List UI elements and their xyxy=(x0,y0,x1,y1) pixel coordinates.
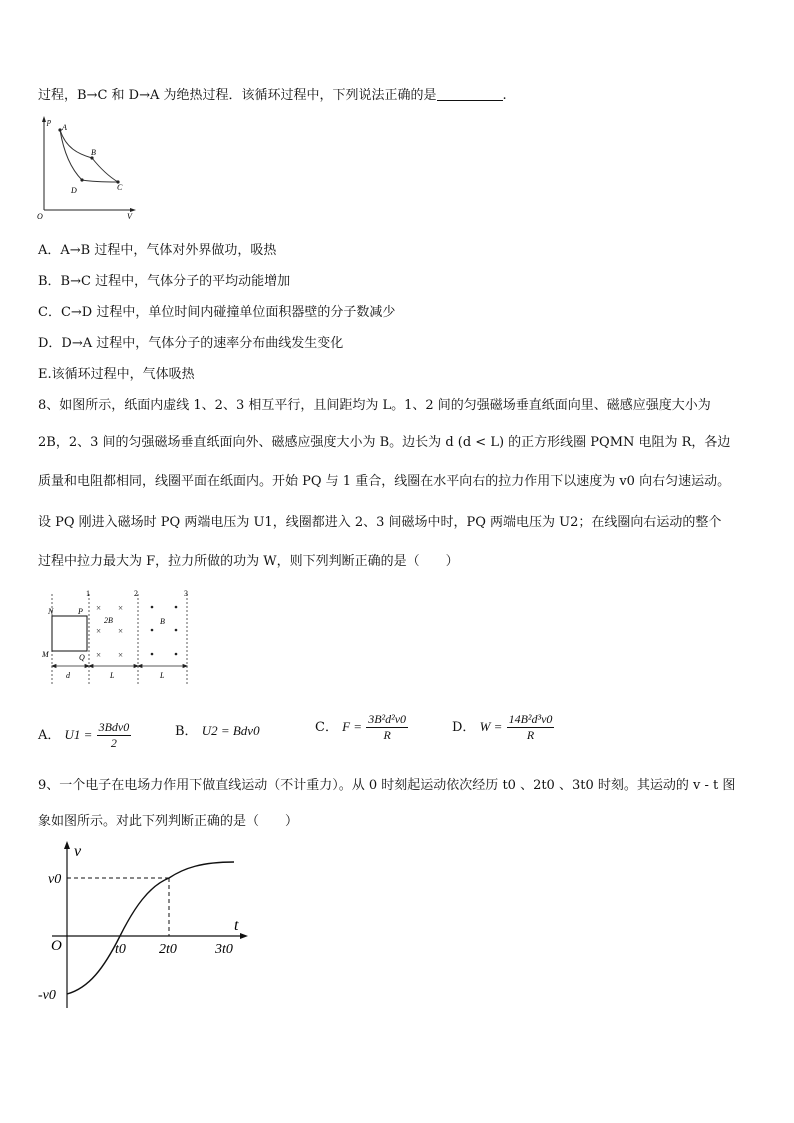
vt-x-arrow xyxy=(240,933,248,939)
dimension-marks xyxy=(52,665,187,668)
pv-origin: O xyxy=(37,212,43,221)
q8-option-a xyxy=(38,720,131,751)
q9-line-1: 9、一个电子在电场力作用下做直线运动（不计重力）。从 0 时刻起运动依次经历 t0 、2t0 、3t0 时刻。其运动的 v - t 图 xyxy=(38,778,736,793)
q8-option-a-fraction: $\frac{\text{3Bdv0}}{2}$ xyxy=(98,720,130,750)
q7-intro-text: 过程，B→C 和 D→A 为绝热过程．该循环过程中，下列说法正确的是 xyxy=(38,88,437,103)
vt-label-neg-v0: -v0 xyxy=(38,988,56,1003)
q8-option-b-label: B． xyxy=(175,724,198,739)
pv-graph xyxy=(34,114,144,222)
svg-text:×: × xyxy=(96,626,102,636)
svg-text:×: × xyxy=(118,626,124,636)
q8-option-d-fraction: $\frac{\text{14B²d³v0}}{R}$ xyxy=(508,712,553,742)
q8-option-d xyxy=(452,712,554,743)
pv-point-d xyxy=(80,178,83,181)
magnetic-field-figure xyxy=(38,588,198,688)
pv-curve-cd xyxy=(82,180,118,182)
svg-text:×: × xyxy=(118,603,124,613)
q7-option-c: C．C→D 过程中，单位时间内碰撞单位面积器壁的分子数减少 xyxy=(38,305,396,320)
vt-curve xyxy=(67,862,234,994)
vt-label-v0: v0 xyxy=(48,872,62,887)
q7-intro xyxy=(38,84,507,103)
pv-label-c: C xyxy=(117,183,123,192)
coil-label-q: Q xyxy=(79,653,85,662)
q7-option-d: D．D→A 过程中，气体分子的速率分布曲线发生变化 xyxy=(38,336,344,351)
vt-graph xyxy=(34,838,256,1010)
q8-line-3: 质量和电阻都相同，线圈平面在纸面内。开始 PQ 与 1 重合，线圈在水平向右的拉力作用下以速度为 v0 向右匀速运动。 xyxy=(38,474,731,489)
pv-x-label: V xyxy=(127,212,132,221)
vt-label-t0: t0 xyxy=(115,942,126,957)
q8-line-4: 设 PQ 刚进入磁场时 PQ 两端电压为 U1，线圈都进入 2、3 间磁场中时，PQ 两端电压为 U2；在线圈向右运动的整个 xyxy=(38,515,722,530)
q7-intro-end: . xyxy=(502,88,507,103)
field-label-b: B xyxy=(160,617,165,626)
pv-curve-bc xyxy=(92,158,118,182)
vt-y-arrow xyxy=(64,841,70,849)
dim-label-l2: L xyxy=(160,671,165,680)
line-label-2: 2 xyxy=(134,589,138,598)
pv-label-a: A xyxy=(62,123,67,132)
q8-option-c xyxy=(315,712,408,743)
vt-label-2t0: 2t0 xyxy=(159,942,177,957)
pv-label-d: D xyxy=(71,186,77,195)
q8-option-a-lhs: U1 = xyxy=(64,727,93,742)
pv-curve-ab xyxy=(60,130,92,158)
field-out-of-page xyxy=(151,606,178,656)
dim-label-l1: L xyxy=(110,671,115,680)
pv-y-label: p xyxy=(47,117,51,126)
q8-line-1: 8、如图所示，纸面内虚线 1、2、3 相互平行，且间距均为 L。1、2 间的匀强磁场垂直纸面向里、磁感应强度大小为 xyxy=(38,398,711,413)
square-coil xyxy=(52,616,87,651)
coil-label-n: N xyxy=(48,607,54,616)
q8-option-b-expr: U2 = Bdv0 xyxy=(201,723,260,738)
q8-option-d-lhs: W = xyxy=(479,719,503,734)
svg-text:×: × xyxy=(96,603,102,613)
vt-y-label: v xyxy=(74,843,82,860)
pv-y-arrow xyxy=(42,116,46,122)
line-label-3: 3 xyxy=(184,589,188,598)
q8-option-d-label: D． xyxy=(452,720,476,735)
q8-option-c-label: C． xyxy=(315,720,338,735)
q8-line-2: 2B，2、3 间的匀强磁场垂直纸面向外、磁感应强度大小为 B。边长为 d (d < L) 的正方形线圈 PQMN 电阻为 R，各边 xyxy=(38,435,731,450)
pv-label-b: B xyxy=(91,148,96,157)
q7-option-b: B．B→C 过程中，气体分子的平均动能增加 xyxy=(38,274,291,289)
q8-option-b xyxy=(175,720,260,739)
q7-option-a: A．A→B 过程中，气体对外界做功，吸热 xyxy=(38,243,277,258)
vt-label-3t0: 3t0 xyxy=(215,942,233,957)
svg-text:×: × xyxy=(96,650,102,660)
q8-option-c-lhs: F = xyxy=(342,719,363,734)
vt-origin: O xyxy=(51,938,62,954)
coil-label-m: M xyxy=(42,650,49,659)
line-label-1: 1 xyxy=(86,589,90,598)
q8-option-c-fraction: $\frac{\text{3B²d²v0}}{R}$ xyxy=(368,712,407,742)
field-into-page xyxy=(96,603,123,660)
answer-blank[interactable] xyxy=(437,88,503,101)
q8-option-a-label: A． xyxy=(38,728,61,743)
q9-line-2: 象如图所示。对此下列判断正确的是（ ） xyxy=(38,814,299,829)
q8-line-5: 过程中拉力最大为 F，拉力所做的功为 W，则下列判断正确的是（ ） xyxy=(38,554,459,569)
field-label-2b: 2B xyxy=(104,616,113,625)
coil-label-p: P xyxy=(78,607,83,616)
dim-label-d: d xyxy=(66,671,70,680)
q7-option-e: E.该循环过程中，气体吸热 xyxy=(38,367,195,382)
svg-text:×: × xyxy=(118,650,124,660)
vt-x-label: t xyxy=(234,917,239,934)
